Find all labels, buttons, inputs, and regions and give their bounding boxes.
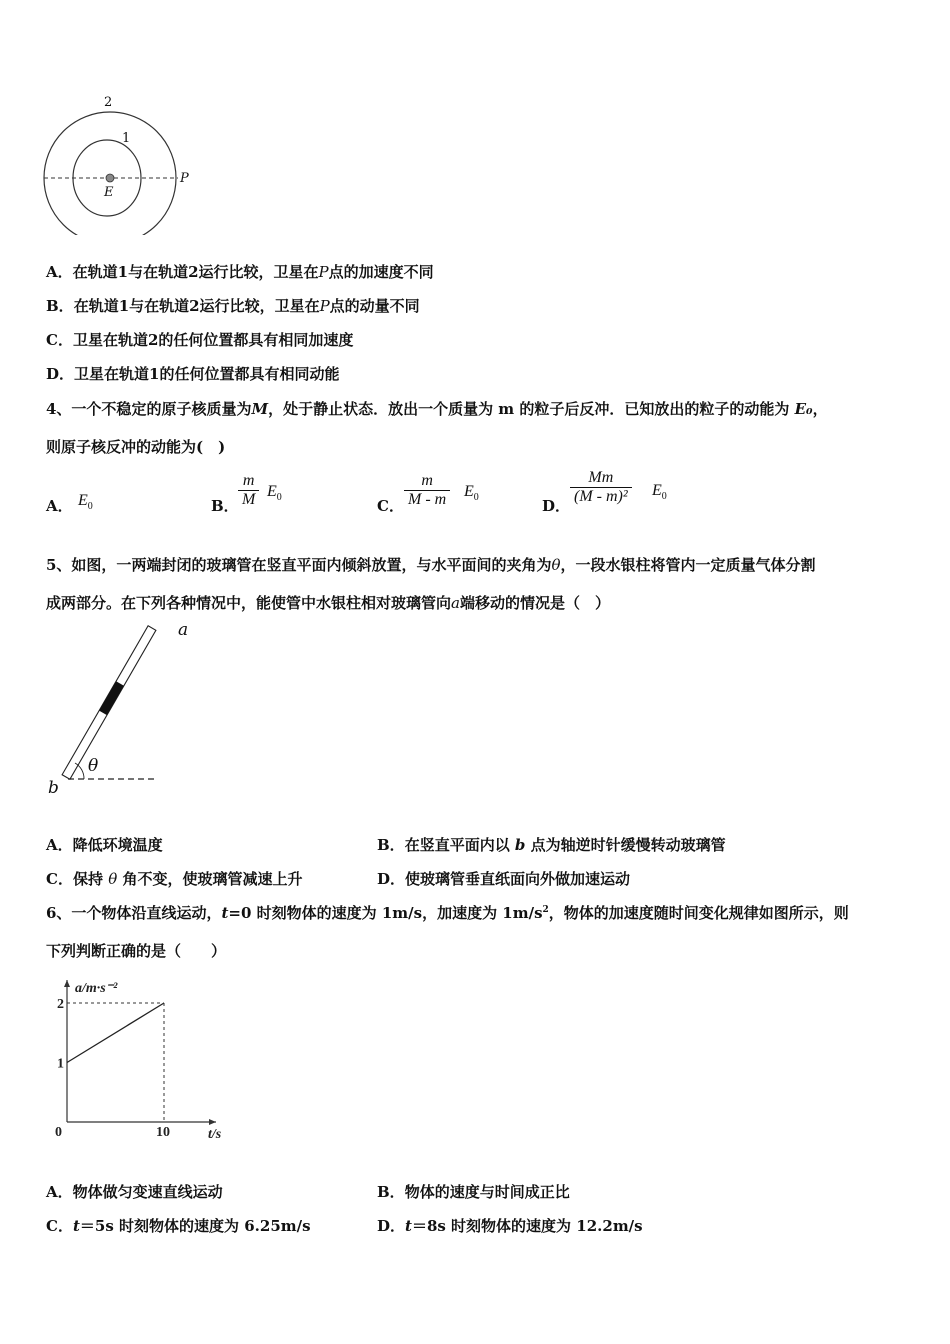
- q4-option-c-e0: $E_0$: [464, 483, 479, 504]
- q4-option-b-e0: $E_0$: [267, 483, 282, 504]
- x-tick-label-0: 0: [55, 1125, 62, 1140]
- q3-option-d[interactable]: D．卫星在轨道1的任何位置都具有相同动能: [46, 365, 340, 383]
- q6-option-b[interactable]: B．物体的速度与时间成正比: [377, 1183, 570, 1201]
- glass-tube-figure: [44, 620, 204, 800]
- tube-label-theta: θ: [88, 756, 99, 776]
- x-axis-arrow: [209, 1119, 216, 1125]
- orbit-figure: [40, 95, 200, 235]
- q4-stem-line1: 4、一个不稳定的原子核质量为M，处于静止状态．放出一个质量为 m 的粒子后反冲．已知放出的粒子的动能为 E₀，: [46, 400, 828, 418]
- tube-label-a: a: [178, 620, 189, 640]
- q6-stem-line2: 下列判断正确的是（ ）: [46, 942, 227, 960]
- orbit-label-2: 2: [104, 95, 113, 110]
- q4-option-d-letter[interactable]: D．: [542, 497, 571, 515]
- q4-option-a-letter[interactable]: A．: [46, 497, 73, 515]
- y-tick-label-1: 1: [57, 1056, 64, 1072]
- x-tick-label-10: 10: [156, 1125, 170, 1140]
- orbit-label-1: 1: [122, 131, 131, 146]
- q5-option-d[interactable]: D．使玻璃管垂直纸面向外做加速运动: [377, 870, 631, 888]
- q4-option-d-fraction: $\frac{Mm}{\text{(M - m)²}}$: [570, 469, 632, 506]
- q6-option-a[interactable]: A．物体做匀变速直线运动: [46, 1183, 223, 1201]
- q3-option-a[interactable]: A．在轨道1与在轨道2运行比较，卫星在P点的加速度不同: [46, 263, 434, 281]
- q4-option-b-fraction: $\frac{m}{M}$: [238, 472, 259, 509]
- q5-stem-line1: 5、如图，一两端封闭的玻璃管在竖直平面内倾斜放置，与水平面间的夹角为θ，一段水银柱将管内一定质量气体分割: [46, 556, 816, 574]
- orbit-label-e: E: [104, 185, 114, 200]
- orbit-2-circle: [44, 112, 176, 235]
- y-tick-label-2: 2: [57, 997, 64, 1012]
- y-axis-label: a/m·s⁻²: [75, 981, 118, 996]
- q4-option-c-fraction: $\frac{m}{M - m}$: [404, 472, 450, 509]
- a-t-series-line: [67, 1003, 164, 1063]
- q6-option-d[interactable]: D．t＝8s 时刻物体的速度为 12.2m/s: [377, 1217, 643, 1235]
- q4-option-d-e0: $E_0$: [652, 482, 667, 503]
- mercury-column: [99, 681, 124, 715]
- earth-dot: [106, 174, 114, 182]
- q5-option-b[interactable]: B．在竖直平面内以 b 点为轴逆时针缓慢转动玻璃管: [377, 836, 726, 854]
- q6-stem-line1: 6、一个物体沿直线运动，t=0 时刻物体的速度为 1m/s，加速度为 $1m/s^2$，物体的加速度随时间变化规律如图所示，则: [46, 904, 849, 922]
- tube-label-b: b: [48, 778, 59, 798]
- acceleration-time-chart: [46, 972, 236, 1142]
- q6-option-c[interactable]: C．t＝5s 时刻物体的速度为 6.25m/s: [46, 1217, 311, 1235]
- q4-stem-line2: 则原子核反冲的动能为( ): [46, 438, 226, 456]
- q5-stem-line2: 成两部分。在下列各种情况中，能使管中水银柱相对玻璃管向a端移动的情况是（ ）: [46, 594, 610, 612]
- q4-option-b-letter[interactable]: B．: [211, 497, 239, 515]
- q5-option-a[interactable]: A．降低环境温度: [46, 836, 163, 854]
- x-axis-label: t/s: [208, 1127, 222, 1142]
- q5-option-c[interactable]: C．保持 θ 角不变，使玻璃管减速上升: [46, 870, 303, 888]
- orbit-label-p: P: [180, 171, 189, 186]
- q4-option-c-letter[interactable]: C．: [377, 497, 404, 515]
- q3-option-b[interactable]: B．在轨道1与在轨道2运行比较，卫星在P点的动量不同: [46, 297, 420, 315]
- q4-option-a-expr: $E_0$: [78, 492, 93, 513]
- q3-option-c[interactable]: C．卫星在轨道2的任何位置都具有相同加速度: [46, 331, 354, 349]
- y-axis-arrow: [64, 980, 70, 987]
